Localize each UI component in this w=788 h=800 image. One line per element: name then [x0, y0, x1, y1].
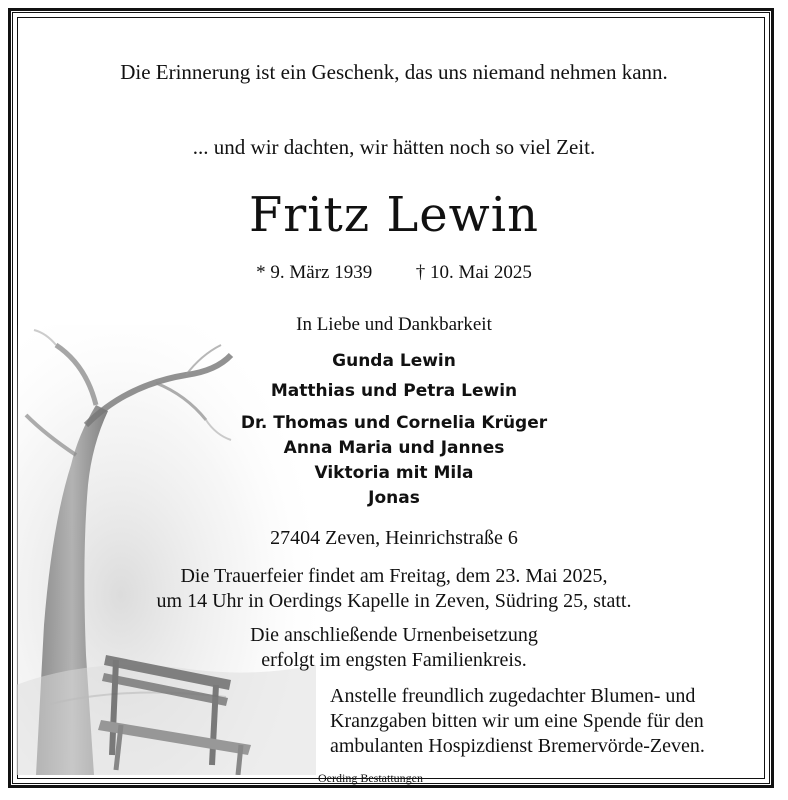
quote-line-1: Die Erinnerung ist ein Geschenk, das uns niemand nehmen kann.: [120, 60, 668, 84]
family-member: Matthias und Petra Lewin: [270, 381, 518, 401]
family-member: Jonas: [368, 488, 420, 508]
funeral-home: Oerding Bestattungen: [318, 771, 423, 785]
family-member: Viktoria mit Mila: [314, 463, 474, 483]
family-intro: In Liebe und Dankbarkeit: [296, 314, 492, 335]
quote-line-2: ... und wir dachten, wir hätten noch so viel Zeit.: [192, 135, 596, 159]
donation-line-1: Anstelle freundlich zugedachter Blumen- und: [330, 685, 696, 707]
address: 27404 Zeven, Heinrichstraße 6: [270, 527, 518, 549]
birth-date: * 9. März 1939: [256, 262, 373, 283]
family-member: Dr. Thomas und Cornelia Krüger: [240, 413, 548, 433]
ceremony-line-1: Die Trauerfeier findet am Freitag, dem 23. Mai 2025,: [180, 565, 608, 587]
death-date: † 10. Mai 2025: [415, 262, 532, 283]
burial-line-2: erfolgt im engsten Familienkreis.: [261, 649, 527, 671]
burial-line-1: Die anschließende Urnenbeisetzung: [250, 624, 538, 646]
donation-line-3: ambulanten Hospizdienst Bremervörde-Zeven.: [330, 735, 705, 757]
deceased-name: Fritz Lewin: [248, 187, 540, 243]
life-dates: [0, 262, 788, 284]
donation-line-2: Kranzgaben bitten wir um eine Spende für den: [330, 710, 704, 732]
family-member: Gunda Lewin: [332, 351, 456, 371]
ceremony-line-2: um 14 Uhr in Oerdings Kapelle in Zeven, Südring 25, statt.: [156, 590, 632, 612]
family-member: Anna Maria und Jannes: [283, 438, 505, 458]
